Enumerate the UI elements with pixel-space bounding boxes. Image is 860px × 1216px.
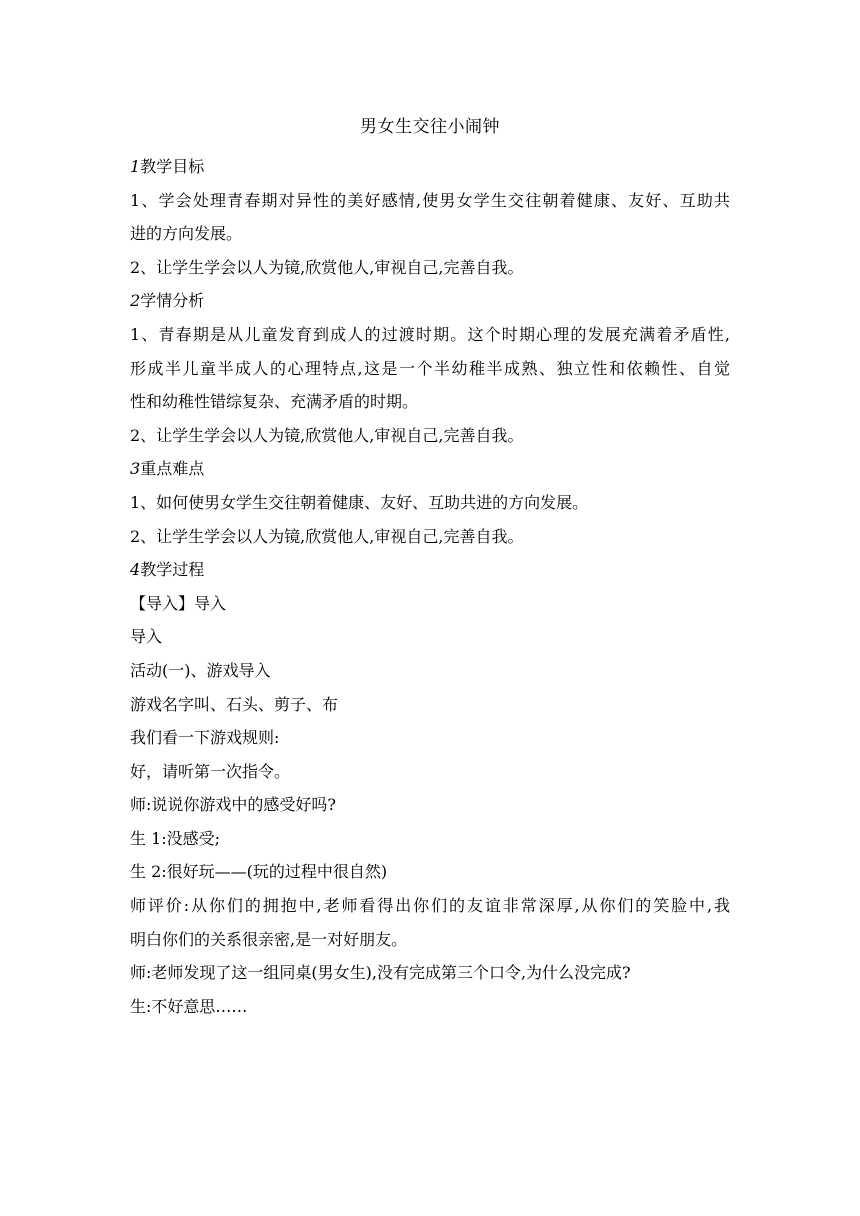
- section-heading-2: [130, 284, 730, 318]
- paragraph-line: 性和幼稚性错综复杂、充满矛盾的时期。: [130, 392, 419, 412]
- paragraph-line: 明白你们的关系很亲密,是一对好朋友。: [130, 929, 408, 949]
- paragraph-line: 进的方向发展。: [130, 224, 243, 244]
- paragraph-line: 师评价:从你们的拥抱中,老师看得出你们的友谊非常深厚,从你们的笑脸中,我: [130, 896, 730, 916]
- section-number: 2: [130, 291, 141, 311]
- paragraph-line: 1、学会处理青春期对异性的美好感情,使男女学生交往朝着健康、友好、互助共: [130, 190, 730, 210]
- paragraph-line: 2、让学生学会以人为镜,欣赏他人,审视自己,完善自我。: [130, 526, 524, 546]
- paragraph-line: 师:老师发现了这一组同桌(男女生),没有完成第三个口令,为什么没完成?: [130, 963, 631, 983]
- paragraph-line: 我们看一下游戏规则:: [130, 728, 280, 748]
- section-number: 4: [130, 560, 141, 580]
- section-heading-1: [130, 150, 730, 184]
- section-label: 教学目标: [140, 157, 205, 176]
- paragraph-line: 生 2:很好玩——(玩的过程中很自然): [130, 862, 388, 882]
- section-label: 学情分析: [140, 291, 205, 311]
- section-number: 3: [130, 459, 141, 479]
- section-heading-3: [130, 452, 730, 486]
- paragraph-line: 1、青春期是从儿童发育到成人的过渡时期。这个时期心理的发展充满着矛盾性,: [130, 324, 730, 344]
- paragraph-line: 生 1:没感受;: [130, 828, 221, 848]
- paragraph-line: 好，请听第一次指令。: [130, 761, 291, 781]
- section-label: 重点难点: [140, 459, 205, 479]
- paragraph-line: 【导入】导入: [130, 593, 227, 613]
- section-heading-4: [130, 553, 730, 587]
- paragraph-line: 形成半儿童半成人的心理特点,这是一个半幼稚半成熟、独立性和依赖性、自觉: [130, 358, 730, 378]
- paragraph-line: 2、让学生学会以人为镜,欣赏他人,审视自己,完善自我。: [130, 257, 524, 277]
- paragraph-line: 导入: [130, 627, 163, 647]
- paragraph-line: 游戏名字叫、石头、剪子、布: [130, 694, 339, 714]
- paragraph-line: 1、如何使男女学生交往朝着健康、友好、互助共进的方向发展。: [130, 492, 589, 512]
- section-number: 1: [130, 157, 141, 176]
- document-body: [130, 150, 730, 1023]
- document-title: 男女生交往小闹钟: [360, 117, 500, 137]
- paragraph-line: 师:说说你游戏中的感受好吗?: [130, 795, 336, 815]
- paragraph-line: 活动(一)、游戏导入: [130, 660, 271, 680]
- section-label: 教学过程: [140, 560, 205, 580]
- paragraph-line: 生:不好意思……: [130, 996, 248, 1016]
- paragraph-line: 2、让学生学会以人为镜,欣赏他人,审视自己,完善自我。: [130, 425, 524, 445]
